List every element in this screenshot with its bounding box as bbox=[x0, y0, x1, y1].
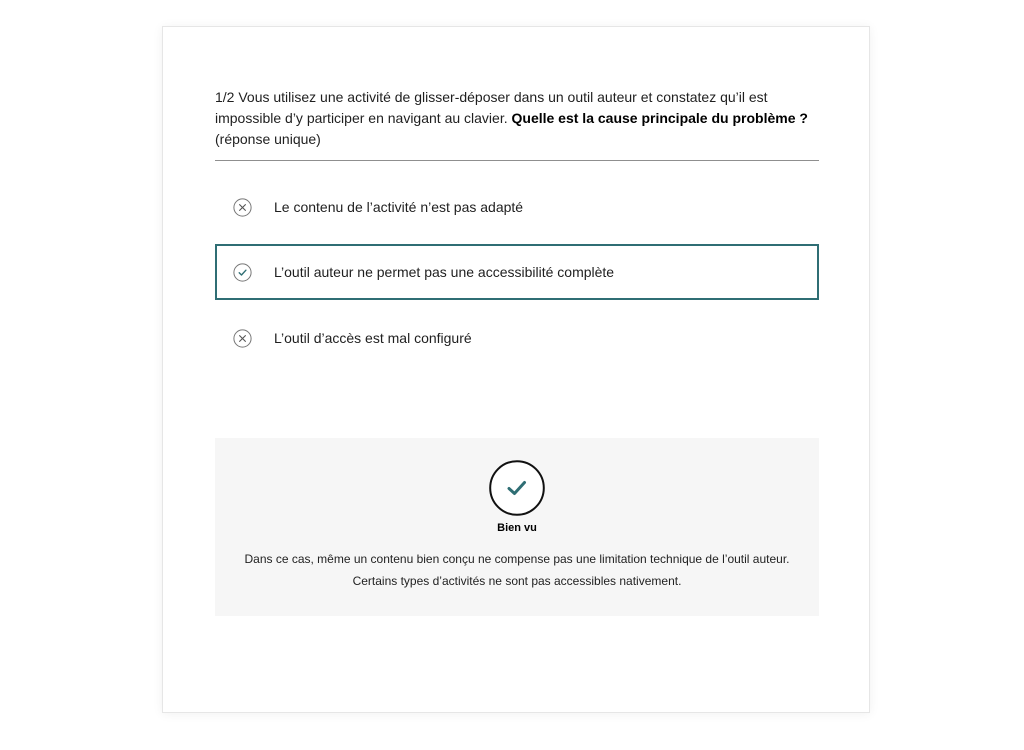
x-circle-icon bbox=[233, 329, 252, 348]
answer-option-3[interactable] bbox=[215, 310, 819, 366]
answer-option-2[interactable] bbox=[215, 244, 819, 300]
feedback-text: Dans ce cas, même un contenu bien conçu ne compense pas une limitation technique de l’outil auteur. Certains types d’activités ne sont pas accessibles nativement. bbox=[244, 552, 790, 588]
feedback-panel bbox=[215, 438, 819, 616]
quiz-card bbox=[162, 26, 870, 713]
question-prefix: 1/2 Vous utilisez une activité de glisser-déposer dans un outil auteur et constatez qu’il est impossible d’y participer en navigant au clavier. bbox=[215, 89, 768, 126]
question-emphasis: Quelle est la cause principale du problème ? bbox=[511, 110, 808, 126]
question-divider bbox=[215, 160, 819, 161]
answer-option-label: Le contenu de l’activité n’est pas adapté bbox=[274, 199, 524, 215]
answer-option-label: L’outil d’accès est mal configuré bbox=[274, 330, 472, 346]
feedback-title: Bien vu bbox=[497, 522, 537, 534]
check-circle-icon bbox=[489, 460, 545, 516]
answer-option-1[interactable] bbox=[215, 179, 819, 235]
answer-option-label: L’outil auteur ne permet pas une accessibilité complète bbox=[274, 264, 615, 280]
check-circle-icon bbox=[233, 263, 252, 282]
x-circle-icon bbox=[233, 198, 252, 217]
question-suffix: (réponse unique) bbox=[215, 131, 321, 147]
question-text bbox=[215, 87, 819, 150]
